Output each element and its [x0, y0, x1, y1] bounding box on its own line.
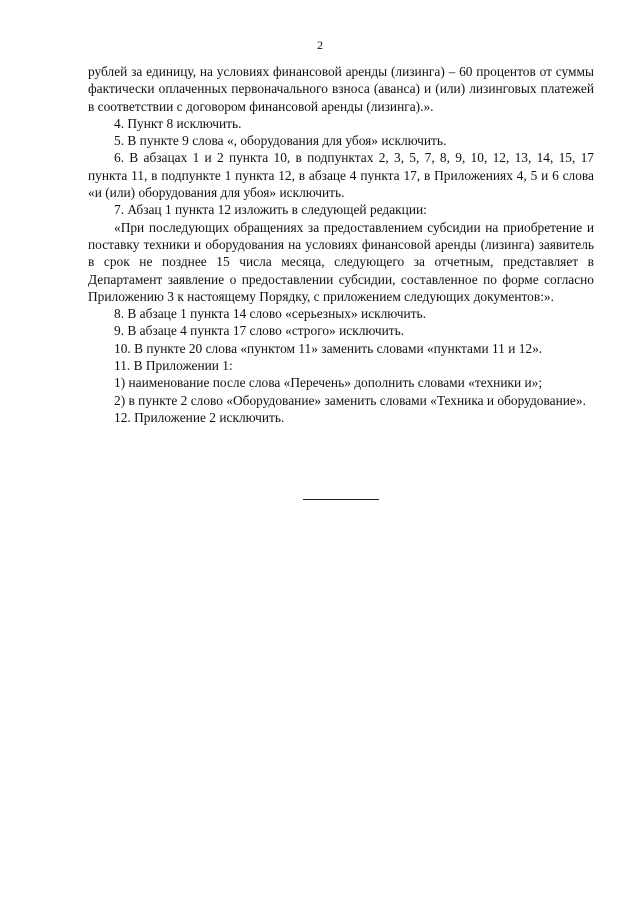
paragraph-item-7: 7. Абзац 1 пункта 12 изложить в следующей редакции: [114, 202, 427, 218]
paragraph-item-10: 10. В пункте 20 слова «пунктом 11» заменить словами «пунктами 11 и 12». [114, 340, 543, 356]
paragraph-item-12: 12. Приложение 2 исключить. [114, 409, 285, 425]
paragraph-item-11-sub-2: 2) в пункте 2 слово «Оборудование» заменить словами «Техника и оборудование». [114, 392, 586, 408]
page-number: 2 [317, 38, 323, 52]
document-body [88, 63, 594, 426]
paragraph-item-5: 5. В пункте 9 слова «, оборудования для убоя» исключить. [114, 133, 447, 149]
paragraph-item-11: 11. В Приложении 1: [114, 358, 233, 374]
paragraph-continuation: рублей за единицу, на условиях финансовой аренды (лизинга) – 60 процентов от суммы фактически оплаченных первоначального взноса (аванса) и (или) лизинговых платежей в соответствии с договором финансовой аренды (лизинга).». [88, 64, 594, 114]
paragraph-item-7-quote: «При последующих обращениях за предоставлением субсидии на приобретение и поставку техники и оборудования на условиях финансовой аренды (лизинга) заявитель в срок не позднее 15 числа месяца, следующего за отчетным, представляет в Департамент заявление о предоставлении субсидии, составленное по форме согласно Приложению 3 к настоящему Порядку, с приложением следующих документов:». [88, 219, 594, 304]
paragraph-item-6: 6. В абзацах 1 и 2 пункта 10, в подпунктах 2, 3, 5, 7, 8, 9, 10, 12, 13, 14, 15, 17 пункта 11, в подпункте 1 пункта 12, в абзаце 4 пункта 17, в Приложениях 4, 5 и 6 слова «и (или) оборудования для убоя» исключить. [88, 150, 594, 201]
paragraph-item-8: 8. В абзаце 1 пункта 14 слово «серьезных» исключить. [114, 306, 426, 322]
end-separator-line [303, 499, 379, 500]
paragraph-item-9: 9. В абзаце 4 пункта 17 слово «строго» исключить. [114, 323, 405, 339]
paragraph-item-4: 4. Пункт 8 исключить. [114, 115, 242, 131]
paragraph-item-11-sub-1: 1) наименование после слова «Перечень» дополнить словами «техники и»; [114, 375, 543, 391]
